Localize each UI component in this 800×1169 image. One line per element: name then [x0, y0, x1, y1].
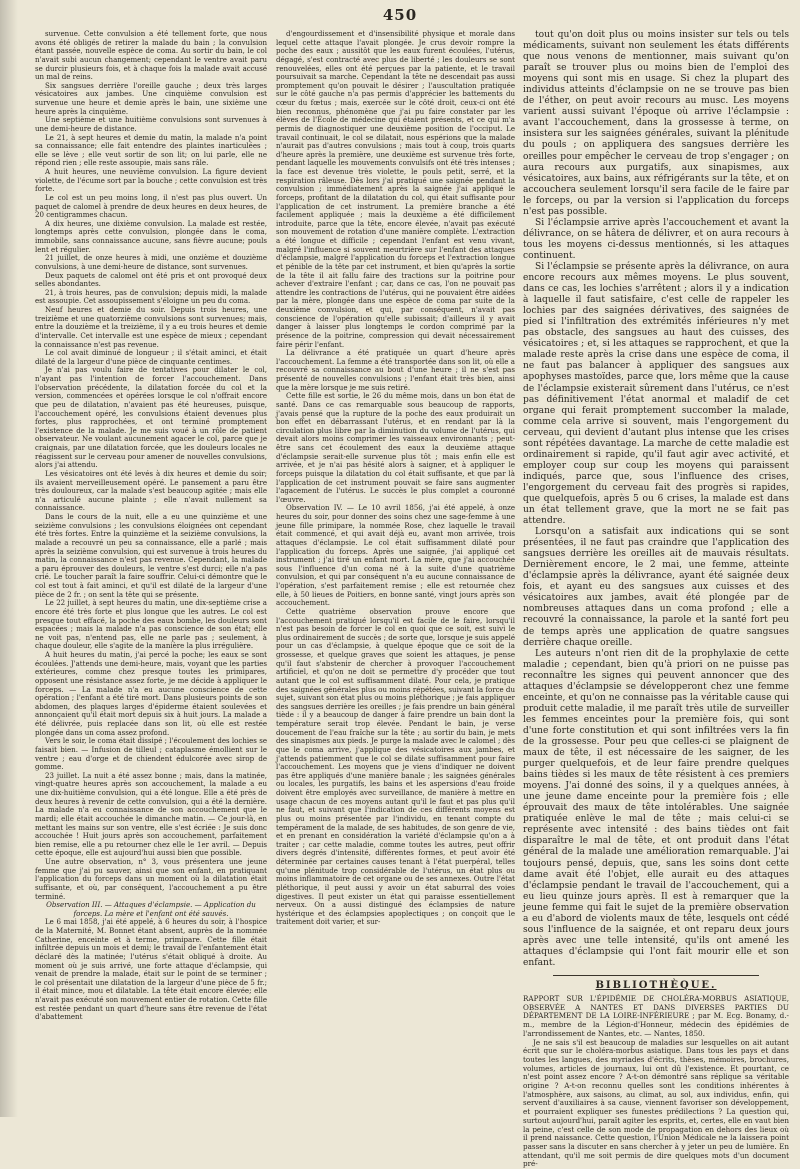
bibliography-heading: BIBLIOTHÈQUE. [523, 980, 789, 991]
paragraph: Six sangsues derrière l'oreille gauche ; deux très larges vésicatoires aux jambes. Une cinquième convulsion est survenue une heure et demie après le bain, une sixième une heure après la cinquième. [35, 82, 267, 117]
paragraph: A huit heures, une neuvième convulsion. La figure devient violette, de l'écume sort par la bouche ; cette convulsion est très forte. [35, 168, 267, 194]
paragraph: Cette quatrième observation prouve encore que l'accouchement pratiqué lorsqu'il est facile de le faire, lorsqu'il n'est pas besoin de forcer le col en quoi que ce soit, est suivi le plus ordinairement de succès ; de sorte que, lorsque je suis appelé pour un cas d'éclampsie, à quelque époque que ce soit de la grossesse, et quelque graves que soient les attaques, je pense qu'il faut s'abstenir de chercher à provoquer l'accouchement artificiel, et qu'on ne doit se permettre d'y procéder que tout autant que le col est suffisamment dilaté. Pour cela, je pratique des saignées générales plus ou moins répétées, suivant la force du sujet, suivant son état plus ou moins pléthorique ; je fais appliquer des sangsues derrière les oreilles ; je fais prendre un bain général tiède : il y a beaucoup de danger à faire prendre un bain dont la température serait trop élevée. Pendant le bain, je verse doucement de l'eau fraîche sur la tête ; au sortir du bain, je mets des sinapismes aux pieds. Je purge la malade avec le calomel ; dès que le coma arrive, j'applique des vésicatoires aux jambes, et j'attends patiemment que le col se dilate suffisamment pour faire l'accouchement. Les moyens que je viens d'indiquer ne doivent pas être appliqués d'une manière banale ; les saignées générales ou locales, les purgatifs, les bains et les aspersions d'eau froide doivent être employés avec surveillance, de manière à mettre en usage chacun de ces moyens autant qu'il le faut et pas plus qu'il ne faut, et suivant que l'indication de ces différents moyens est plus ou moins présentée par l'individu, en tenant compte du tempérament de la malade, de ses habitudes, de son genre de vie, et en prenant en considération la variété d'éclampsie qu'on a à traiter ; car cette maladie, comme toutes les autres, peut offrir divers degrés d'intensité, différentes formes, et peut avoir été déterminée par certaines causes tenant à l'état puerpéral, telles qu'une plénitude trop considérable de l'utérus, un état plus ou moins inflammatoire de cet organe ou de ses annexes. Outre l'état pléthorique, il peut aussi y avoir un état saburral des voies digestives. Il peut exister un état qui paraisse essentiellement nerveux. On a aussi distingué des éclampsies de nature hystérique et des éclampsies apoplectiques ; on conçoit que le traitement doit varier, et sur- [276, 608, 515, 927]
paragraph: Les vésicatoires ont été levés à dix heures et demie du soir; ils avaient merveilleusement opéré. Le pansement a paru être très douloureux, car la malade s'est beaucoup agitée ; mais elle n'a articulé aucune plainte ; elle n'avait nullement sa connaissance. [35, 470, 267, 513]
section-divider [553, 975, 759, 976]
paragraph: d'engourdissement et d'insensibilité physique et morale dans lequel cette attaque l'avait plongée. Je crus devoir rompre la poche des eaux ; aussitôt que les eaux furent écoulées, l'utérus, dégagé, s'est contracté avec plus de liberté ; les douleurs se sont renouvelées, elles ont été perçues par la patiente, et le travail poursuivait sa marche. Cependant la tête ne descendait pas aussi promptement qu'on pouvait le désirer ; l'auscultation pratiquée sur le côté gauche n'a pas permis d'apprécier les battements du cœur du fœtus ; mais, exercée sur le côté droit, ceux-ci ont été bien reconnus, phénomène que j'ai pu faire constater par les élèves de l'École de médecine qui étaient présents, et ce qui m'a permis de diagnostiquer une deuxième position de l'occiput. Le travail continuait, le col se dilatait, nous espérions que la malade n'aurait pas d'autres convulsions ; mais tout à coup, trois quarts d'heure après la première, une deuxième est survenue très forte, pendant laquelle les mouvements convulsifs ont été très intenses ; la face est devenue très violette, le pouls petit, serré, et la respiration râleuse. Dès lors j'ai pratiqué une saignée pendant la convulsion ; immédiatement après la saignée j'ai appliqué le forceps, profitant de la dilatation du col, qui était suffisante pour l'application de cet instrument. La première branche a été facilement appliquée ; mais la deuxième a été difficilement introduite, parce que la tête, encore élevée, n'avait pas exécuté son mouvement de rotation d'une manière complète. L'extraction a été longue et difficile ; cependant l'enfant est venu vivant, malgré l'influence si souvent meurtrière sur l'enfant des attaques d'éclampsie, malgré l'application du forceps et l'extraction longue et pénible de la tête par cet instrument, et bien qu'après la sortie de la tête il ait fallu faire des tractions sur la poitrine pour achever d'extraire l'enfant ; car, dans ce cas, l'on ne pouvait pas attendre les contractions de l'utérus, qui ne pouvaient être aidées par la mère, plongée dans une espèce de coma par suite de la deuxième convulsion, et qui, par conséquent, n'avait pas conscience de l'opération qu'elle subissait; d'ailleurs il y avait danger à laisser plus longtemps le cordon comprimé par la présence de la poitrine, compression qui devait nécessairement faire périr l'enfant. [276, 30, 515, 349]
paragraph: Si l'éclampsie se présente après la délivrance, on aura encore recours aux mêmes moyens. Le plus souvent, dans ce cas, les lochies s'arrêtent ; alors il y a indication à laquelle il faut satisfaire, c'est celle de rappeler les lochies par des saignées dérivatives, des saignées de pied si l'infiltration des extrémités inférieures n'y met pas obstacle, des sangsues au haut des cuisses, des vésicatoires ; et, si les attaques se rapprochent, et que la malade reste après la crise dans une espèce de coma, il ne faut pas balancer à appliquer des sangsues aux apophyses mastoïdes, parce que, lors même que la cause de l'éclampsie existerait sûrement dans l'utérus, ce n'est pas définitivement l'état anormal et maladif de cet organe qui ferait promptement succomber la malade, comme cela arrive si souvent, mais l'engorgement du cerveau, qui devient d'autant plus intense que les crises sont répétées davantage. La marche de cette maladie est ordinairement si rapide, qu'il faut agir avec activité, et employer coup sur coup les moyens qui paraissent indiqués, parce que, sous l'influence des crises, l'engorgement du cerveau fait des progrès si rapides, que quelquefois, après 5 ou 6 crises, la malade est dans un état tellement grave, que la mort ne se fait pas attendre. [523, 262, 789, 527]
bibliography-body [523, 1039, 789, 1169]
article-column-2 [276, 30, 515, 1112]
paragraph: La délivrance a été pratiquée un quart d'heure après l'accouchement. La femme a été transportée dans son lit, où elle a recouvré sa connaissance au bout d'une heure ; il ne s'est pas présenté de nouvelles convulsions ; l'enfant était très bien, ainsi que la mère lorsque je me suis retiré. [276, 349, 515, 392]
paragraph: Le 21, à sept heures et demie du matin, la malade n'a point sa connaissance; elle fait entendre des plaintes inarticulées ; elle se lève ; elle veut sortir de son lit; on lui parle, elle ne répond rien ; elle reste assoupie, mais sans râle. [35, 134, 267, 169]
paragraph: Deux paquets de calomel ont été pris et ont provoqué deux selles abondantes. [35, 272, 267, 289]
paragraph: 23 juillet. La nuit a été assez bonne ; mais, dans la matinée, vingt-quatre heures après son accouchement, la malade a eu une dix-huitième convulsion, qui a été longue. Elle a été près de deux heures à revenir de cette convulsion, qui a été la dernière. La malade n'a eu connaissance de son accouchement que le mardi; elle était accouchée le dimanche matin. — Ce jour-là, en mettant les mains sur son ventre, elle s'est écriée : Je suis donc accouchée ! Huit jours après son accouchement, parfaitement bien remise, elle a pu retourner chez elle le 1er avril. — Depuis cette époque, elle est aujourd'hui aussi bien que possible. [35, 772, 267, 858]
article-column-3 [523, 30, 789, 1112]
paragraph: A huit heures du matin, j'ai percé la poche; les eaux se sont écoulées. J'attends une demi-heure, mais, voyant que les parties extérieures, comme chez presque toutes les primipares, opposent une résistance assez forte, je me décide à appliquer le forceps. — La malade n'a eu aucune conscience de cette opération ; l'enfant a été tiré mort. Dans plusieurs points de son abdomen, des plaques larges d'épiderme étaient soulevées et annonçaient qu'il était mort depuis six à huit jours. La malade a été délivrée, puis replacée dans son lit, où elle est restée plongée dans un coma assez profond. [35, 651, 267, 737]
paragraph: 21 juillet, de onze heures à midi, une onzième et douzième convulsions, à une demi-heure de distance, sont survenues. [35, 254, 267, 271]
paragraph: survenue. Cette convulsion a été tellement forte, que nous avons été obligés de retirer la malade du bain ; la convulsion étant passée, nouvelle espèce de coma. Au sortir du bain, le col n'avait subi aucun changement; cependant le ventre avait paru se durcir plusieurs fois, et à chaque fois la malade avait accusé un mal de reins. [35, 30, 267, 82]
paragraph: 21, à trois heures, pas de convulsion; depuis midi, la malade est assoupie. Cet assoupissement s'éloigne un peu du coma. [35, 289, 267, 306]
paragraph: Une septième et une huitième convulsions sont survenues à une demi-heure de distance. [35, 116, 267, 133]
paragraph: Si l'éclampsie arrive après l'accouchement et avant la délivrance, on se hâtera de délivrer, et on aura recours à tous les moyens ci-dessus mentionnés, si les attaques continuent. [523, 218, 789, 262]
paragraph: Cette fille est sortie, le 26 du même mois, dans un bon état de santé. Dans ce cas remarquable sous beaucoup de rapports, j'avais pensé que la rupture de la poche des eaux produirait un bon effet en débarrassant l'utérus, et en rendant par là la circulation plus libre par la diminution du volume de l'utérus, qui devait alors moins comprimer les vaisseaux environnants ; peut-être sans cet écoulement des eaux la deuxième attaque d'éclampsie serait-elle survenue plus tôt ; mais enfin elle est arrivée, et je n'ai pas hésité alors à saigner, et à appliquer le forceps puisque la dilatation du col était suffisante, et que par là l'application de cet instrument pouvait se faire sans augmenter l'agacement de l'utérus. Le succès le plus complet a couronné l'œuvre. [276, 392, 515, 504]
article-column-3-body [523, 30, 789, 969]
paragraph: Je n'ai pas voulu faire de tentatives pour dilater le col, n'ayant pas l'intention de forcer l'accouchement. Dans l'observation précédente, la dilatation forcée du col et la version, commencées et opérées lorsque le col n'offrait encore que peu de dilatation, n'avaient pas été heureuses, puisque, l'accouchement opéré, les convulsions étaient devenues plus fortes, plus rapprochées, et ont terminé promptement l'existence de la malade. Je me suis voué à un rôle de patient observateur. Ne voulant aucunement agacer le col, parce que je craignais, par une dilatation forcée, que les douleurs locales ne réagissent sur le cerveau pour amener de nouvelles convulsions, alors j'ai attendu. [35, 366, 267, 470]
paragraph: Une autre observation, n° 3, vous présentera une jeune femme que j'ai pu sauver, ainsi que son enfant, en pratiquant l'application du forceps dans un moment où la dilatation était suffisante, et où, par conséquent, l'accouchement a pu être terminé. [35, 858, 267, 901]
observation-heading: Observation III. — Attaques d'éclampsie. — Application du forceps. La mère et l'enfant ont été sauvés. [35, 901, 267, 918]
paragraph: Neuf heures et demie du soir. Depuis trois heures, une treizième et une quatorzième convulsions sont survenues; mais, entre la douzième et la treizième, il y a eu trois heures et demie d'intervalle. Cet intervalle est une espèce de mieux ; cependant la connaissance n'est pas revenue. [35, 306, 267, 349]
paragraph: Le 6 mai 1858, j'ai été appelé, à 6 heures du soir, à l'hospice de la Maternité, M. Bonnet étant absent, auprès de la nommée Catherine, enceinte et à terme, primipare. Cette fille était infiltrée depuis un mois et demi; le travail de l'enfantement était déclaré dès la matinée; l'utérus s'était obliqué à droite. Au moment où je suis arrivé, une forte attaque d'éclampsie, qui venait de prendre la malade, était sur le point de se terminer ; le col présentait une dilatation de la largeur d'une pièce de 5 fr.; il était mince, mou et dilatable. La tête était encore élevée; elle n'avait pas exécuté son mouvement entier de rotation. Cette fille est restée pendant un quart d'heure sans être revenue de l'état d'abattement [35, 918, 267, 1022]
bibliography-reference: RAPPORT SUR L'ÉPIDÉMIE DE CHOLÉRA-MORBUS ASIATIQUE, OBSERVÉE A NANTES ET DANS DIVERSES PARTIES DU DÉPARTEMENT DE LA LOIRE-INFÉRIEURE ; par M. Ecg. Bonamy, d.-m., membre de la Légion-d'Honneur, médecin des épidémies de l'arrondissement de Nantes, etc. — Nantes, 1850. [523, 995, 789, 1039]
paragraph: Vers le soir, le coma était dissipé ; l'écoulement des lochies se faisait bien. — Infusion de tilleul ; cataplasme émollient sur le ventre ; eau d'orge et de chiendent édulcorée avec sirop de gomme. [35, 737, 267, 772]
page-fold-shadow [0, 0, 18, 1117]
paragraph: Lorsqu'on a satisfait aux indications qui se sont présentées, il ne faut pas craindre que l'application des sangsues derrière les oreilles ait de mauvais résultats. Dernièrement encore, le 2 mai, une femme, atteinte d'éclampsie après la délivrance, ayant été saignée deux fois, et ayant eu des sangsues aux cuisses et des vésicatoires aux jambes, avait été plongée par de nombreuses attaques dans un coma profond ; elle a recouvré la connaissance, la parole et la santé fort peu de temps après une application de quatre sangsues derrière chaque oreille. [523, 527, 789, 649]
paragraph: A dix heures, une dixième convulsion. La malade est restée, longtemps après cette convulsion, plongée dans le coma, immobile, sans connaissance aucune, sans fièvre aucune; pouls lent et régulier. [35, 220, 267, 255]
paragraph: tout qu'on doit plus ou moins insister sur tels ou tels médicaments, suivant non seulement les états différents que nous venons de mentionner, mais suivant qu'on paraît se trouver plus ou moins bien de l'emploi des moyens qui sont mis en usage. Si chez la plupart des individus atteints d'éclampsie on ne se trouve pas bien de l'éther, on peut avoir recours au musc. Les moyens varient aussi suivant l'époque où arrive l'éclampsie : avant l'accouchement, dans la grossesse à terme, on insistera sur les saignées générales, suivant la plénitude du pouls ; on appliquera des sangsues derrière les oreilles pour empêcher le cerveau de trop s'engager ; on aura recours aux purgatifs, aux sinapismes, aux vésicatoires, aux bains, aux réfrigérants sur la tête, et on accouchera seulement lorsqu'il sera facile de le faire par le forceps, ou par la version si l'application du forceps n'est pas possible. [523, 30, 789, 218]
paragraph: Dans le cours de la nuit, elle a eu une quinzième et une seizième convulsions ; les convulsions éloignées ont cependant été très fortes. Entre la quinzième et la seizième convulsions, la malade a recouvré un peu sa connaissance, elle a parlé ; mais après la seizième convulsion, qui est survenue à trois heures du matin, la connaissance n'est pas revenue. Cependant, la malade a paru éprouver des douleurs, le ventre s'est durci; elle n'a pas crié. Le toucher paraît la faire souffrir. Celui-ci démontre que le col est tout à fait aminci, et qu'il est dilaté de la largeur d'une pièce de 2 fr. ; on sent la tête qui se présente. [35, 513, 267, 599]
paragraph: Le 22 juillet, à sept heures du matin, une dix-septième crise a encore été très forte et plus longue que les autres. Le col est presque tout effacé, la poche des eaux bombe, les douleurs sont espacées ; mais la malade n'a pas conscience de son état; elle ne voit pas, n'entend pas, elle ne parle pas ; seulement, à chaque douleur, elle s'agite de la manière la plus irrégulière. [35, 599, 267, 651]
paragraph: Le col avait diminué de longueur ; il s'était aminci, et était dilaté de la largeur d'une pièce de cinquante centimes. [35, 349, 267, 366]
page-number: 450 [0, 6, 800, 24]
article-column-1 [35, 30, 267, 1112]
paragraph: Le col est un peu moins long, il n'est pas plus ouvert. Un paquet de calomel à prendre de deux heures en deux heures, de 20 centigrammes chacun. [35, 194, 267, 220]
paragraph: Les auteurs n'ont rien dit de la prophylaxie de cette maladie ; cependant, bien qu'à priori on ne puisse pas reconnaître les signes qui peuvent annoncer que des attaques d'éclampsie se développeront chez une femme enceinte, et qu'on ne connaisse pas la véritable cause qui produit cette maladie, il me paraît très utile de surveiller les femmes enceintes pour la première fois, qui sont d'une forte constitution et qui sont infiltrées vers la fin de la grossesse. Pour peu que celles-ci se plaignent de maux de tête, il est nécessaire de les saigner, de les purger quelquefois, et de leur faire prendre quelques bains tièdes si les maux de tête résistent à ces premiers moyens. J'ai donné des soins, il y a quelques années, à une jeune dame enceinte pour la première fois ; elle éprouvait des maux de tête intolérables. Une saignée pratiquée enlève le mal de tête ; mais celui-ci se représente avec intensité : des bains tièdes ont fait disparaître le mal de tête, et ont produit dans l'état général de la malade une amélioration remarquable. J'ai toujours pensé, depuis, que, sans les soins dont cette dame avait été l'objet, elle aurait eu des attaques d'éclampsie pendant le travail de l'accouchement, qui a eu lieu quinze jours après. Il est à remarquer que la jeune femme qui fait le sujet de la première observation a eu d'abord de violents maux de tête, lesquels ont cédé sous l'influence de la saignée, et ont reparu deux jours après avec une telle intensité, qu'ils ont amené les attaques d'éclampsie qui l'ont fait mourir elle et son enfant. [523, 649, 789, 969]
paragraph: Je ne sais s'il est beaucoup de maladies sur lesquelles on ait autant écrit que sur le choléra-morbus asiatique. Dans tous les pays et dans toutes les langues, des myriades d'écrits, thèses, mémoires, brochures, volumes, articles de journaux, lui ont dû l'existence. Et pourtant, ce n'est point assez encore ? A-t-on démontré sans réplique sa véritable origine ? A-t-on reconnu quelles sont les conditions inhérentes à l'atmosphère, aux saisons, au climat, au sol, aux individus, enfin, qui servent d'auxiliaires à sa cause, viennent favoriser son développement, et pourraient expliquer ses funestes prédilections ? La question qui, surtout aujourd'hui, paraît agiter les esprits, et, certes, elle en vaut bien la peine, c'est celle de son mode de propagation en dehors des lieux où il prend naissance. Cette question, l'Union Médicale ne la laissera point passer sans la discuter en sans chercher à y jeter un peu de lumière. En attendant, qu'il me soit permis de dire quelques mots d'un document pré- [523, 1039, 789, 1169]
paragraph: Observation IV. — Le 10 avril 1856, j'ai été appelé, à onze heures du soir, pour donner des soins chez une sage-femme à une jeune fille primipare, la nommée Rose, chez laquelle le travail était commencé, et qui avait déjà eu, avant mon arrivée, trois attaques d'éclampsie. Le col était suffisamment dilaté pour l'application du forceps. Après une saignée, j'ai appliqué cet instrument ; j'ai tiré un enfant mort. La mère, que j'ai accouchée sous l'influence d'un coma né à la suite d'une quatrième convulsion, et qui par conséquent n'a eu aucune connaissance de l'opération, s'est parfaitement remise ; elle est retournée chez elle, à 50 lieues de Poitiers, en bonne santé, vingt jours après son accouchement. [276, 504, 515, 608]
